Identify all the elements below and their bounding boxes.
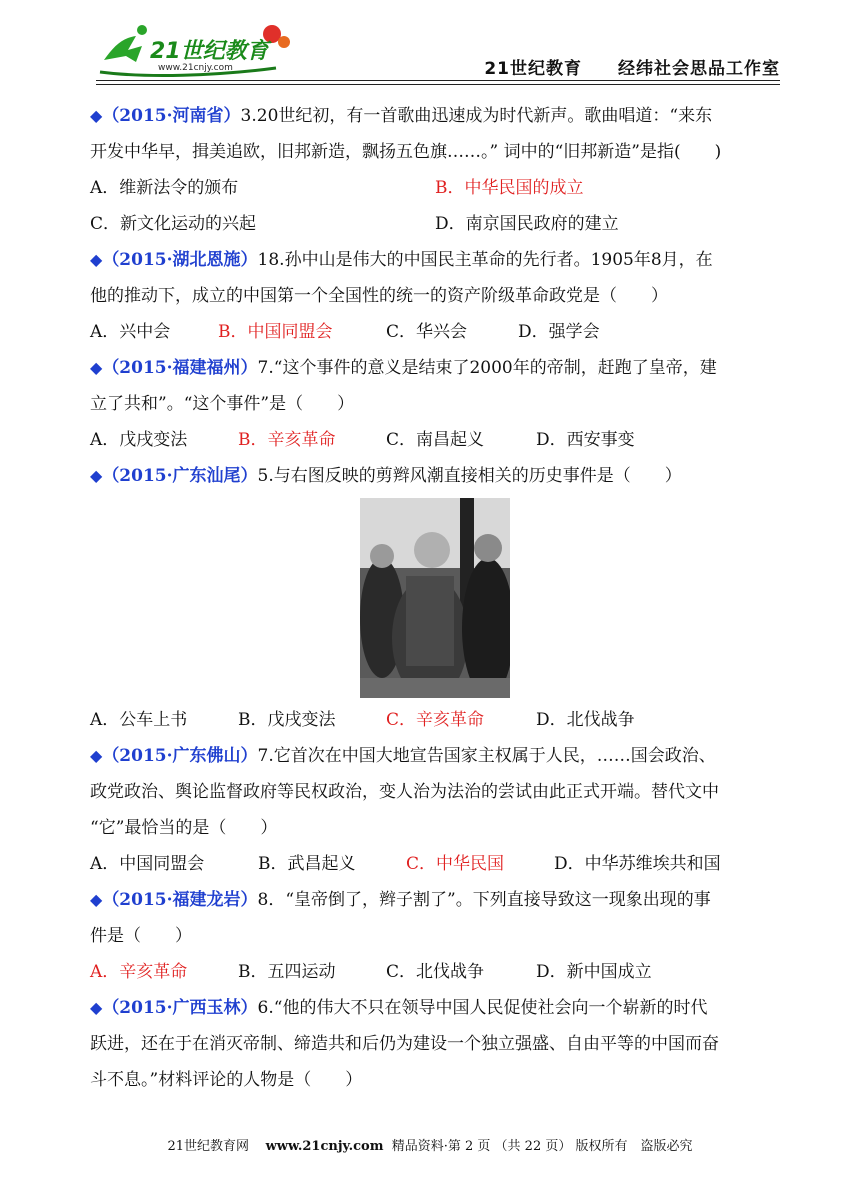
logo-text: 21世纪教育 — [150, 39, 269, 64]
question-2-line-1: ◆（2015·湖北恩施）18.孙中山是伟大的中国民主革命的先行者。1905年8月，在 — [90, 250, 713, 270]
header-rule — [96, 80, 780, 81]
option-d: D．北伐战争 — [536, 710, 635, 730]
question-1-options-row-1 — [90, 170, 780, 206]
diamond-icon: ◆ — [90, 890, 103, 909]
option-b-answer: B．辛亥革命 — [238, 430, 336, 450]
option-c: C．南昌起义 — [386, 430, 485, 450]
logo-21cnjy — [96, 16, 296, 80]
question-source: （2015·福建福州） — [102, 358, 258, 378]
option-c-answer: C．中华民国 — [406, 854, 505, 874]
page-header — [0, 0, 860, 92]
option-d: D．中华苏维埃共和国 — [554, 854, 721, 874]
question-2-line-2: 他的推动下，成立的中国第一个全国性的统一的资产阶级革命政党是（ ） — [90, 286, 668, 306]
option-c: C．华兴会 — [386, 322, 468, 342]
question-7-line-2: 跃进，还在于在消灭帝制、缔造共和后仍为建设一个独立强盛、自由平等的中国而奋 — [90, 1034, 719, 1054]
question-source: （2015·福建龙岩） — [102, 890, 258, 910]
question-6-line-1: ◆（2015·福建龙岩）8．“皇帝倒了，辫子割了”。下列直接导致这一现象出现的事 — [90, 890, 711, 910]
logo-url: www.21cnjy.com — [158, 63, 233, 73]
question-7-line-1: ◆（2015·广西玉林）6.“他的伟大不只在领导中国人民促使社会向一个崭新的时代 — [90, 998, 708, 1018]
question-source: （2015·河南省） — [102, 106, 241, 126]
photo-floor — [360, 678, 510, 698]
photo-head-center — [414, 532, 450, 568]
question-3-line-2: 立了共和”。“这个事件”是（ ） — [90, 394, 355, 414]
question-source: （2015·湖北恩施） — [102, 250, 258, 270]
photo-head-right — [474, 534, 502, 562]
question-6-line-2: 件是（ ） — [90, 926, 192, 946]
question-2-options — [90, 314, 780, 350]
option-c-answer: C．辛亥革命 — [386, 710, 485, 730]
apple-icon — [278, 36, 290, 48]
header-title — [484, 54, 780, 79]
runner-icon — [104, 36, 142, 62]
question-6-options — [90, 954, 780, 990]
runner-head-icon — [137, 25, 147, 35]
photo-figure — [90, 494, 780, 702]
question-5-options — [90, 846, 780, 882]
header-studio: 经纬社会思品工作室 — [618, 59, 780, 79]
option-a: A．戊戌变法 — [90, 430, 188, 450]
option-b-answer: B．中华民国的成立 — [435, 178, 584, 198]
question-1-options-row-2 — [90, 206, 780, 242]
diamond-icon: ◆ — [90, 466, 103, 485]
diamond-icon: ◆ — [90, 358, 103, 377]
diamond-icon: ◆ — [90, 250, 103, 269]
option-c: C．北伐战争 — [386, 962, 485, 982]
diamond-icon: ◆ — [90, 106, 103, 125]
question-4-line-1: ◆（2015·广东汕尾）5.与右图反映的剪辫风潮直接相关的历史事件是（ ） — [90, 466, 682, 486]
question-1-line-2: 开发中华早，揖美追欧，旧邦新造，飘扬五色旗……。” 词中的“旧邦新造”是指( ) — [90, 142, 722, 162]
option-a: A．维新法令的颁布 — [90, 178, 239, 198]
question-list — [90, 98, 780, 1098]
question-5-line-3: “它”最恰当的是（ ） — [90, 818, 278, 838]
footer-site: 21世纪教育网 — [167, 1139, 250, 1154]
footer-url: www.21cnjy.com — [265, 1139, 384, 1154]
option-b-answer: B．中国同盟会 — [218, 322, 333, 342]
option-a: A．中国同盟会 — [90, 854, 205, 874]
question-4-options — [90, 702, 780, 738]
option-c: C．新文化运动的兴起 — [90, 214, 257, 234]
option-b: B．五四运动 — [238, 962, 336, 982]
option-d: D．南京国民政府的建立 — [435, 214, 619, 234]
question-source: （2015·广西玉林） — [102, 998, 258, 1018]
photo-coat-center — [406, 576, 454, 666]
question-5-line-1: ◆（2015·广东佛山）7.它首次在中国大地宣告国家主权属于人民，……国会政治、 — [90, 746, 716, 766]
option-a: A．兴中会 — [90, 322, 171, 342]
header-brand: 21世纪教育 — [484, 59, 582, 79]
question-7-line-3: 斗不息。”材料评论的人物是（ ） — [90, 1070, 363, 1090]
diamond-icon: ◆ — [90, 998, 103, 1017]
question-1-line-1: ◆（2015·河南省）3.20世纪初，有一首歌曲迅速成为时代新声。歌曲唱道：“来东 — [90, 106, 713, 126]
page-footer — [0, 1135, 860, 1154]
option-d: D．西安事变 — [536, 430, 635, 450]
option-a: A．公车上书 — [90, 710, 188, 730]
option-d: D．强学会 — [518, 322, 600, 342]
option-b: B．戊戌变法 — [238, 710, 336, 730]
queue-cutting-photo — [360, 498, 510, 698]
question-5-line-2: 政党政治、舆论监督政府等民权政治，变人治为法治的尝试由此正式开端。替代文中 — [90, 782, 719, 802]
header-rule-thin — [96, 84, 780, 85]
question-3-options — [90, 422, 780, 458]
option-d: D．新中国成立 — [536, 962, 652, 982]
footer-text: 精品资料·第 2 页 （共 22 页） 版权所有 盗版必究 — [391, 1139, 693, 1154]
diamond-icon: ◆ — [90, 746, 103, 765]
question-source: （2015·广东佛山） — [102, 746, 258, 766]
photo-head-left — [370, 544, 394, 568]
option-a-answer: A．辛亥革命 — [90, 962, 188, 982]
question-3-line-1: ◆（2015·福建福州）7.“这个事件的意义是结束了2000年的帝制，赶跑了皇帝，建 — [90, 358, 717, 378]
option-b: B．武昌起义 — [258, 854, 356, 874]
question-source: （2015·广东汕尾） — [102, 466, 258, 486]
